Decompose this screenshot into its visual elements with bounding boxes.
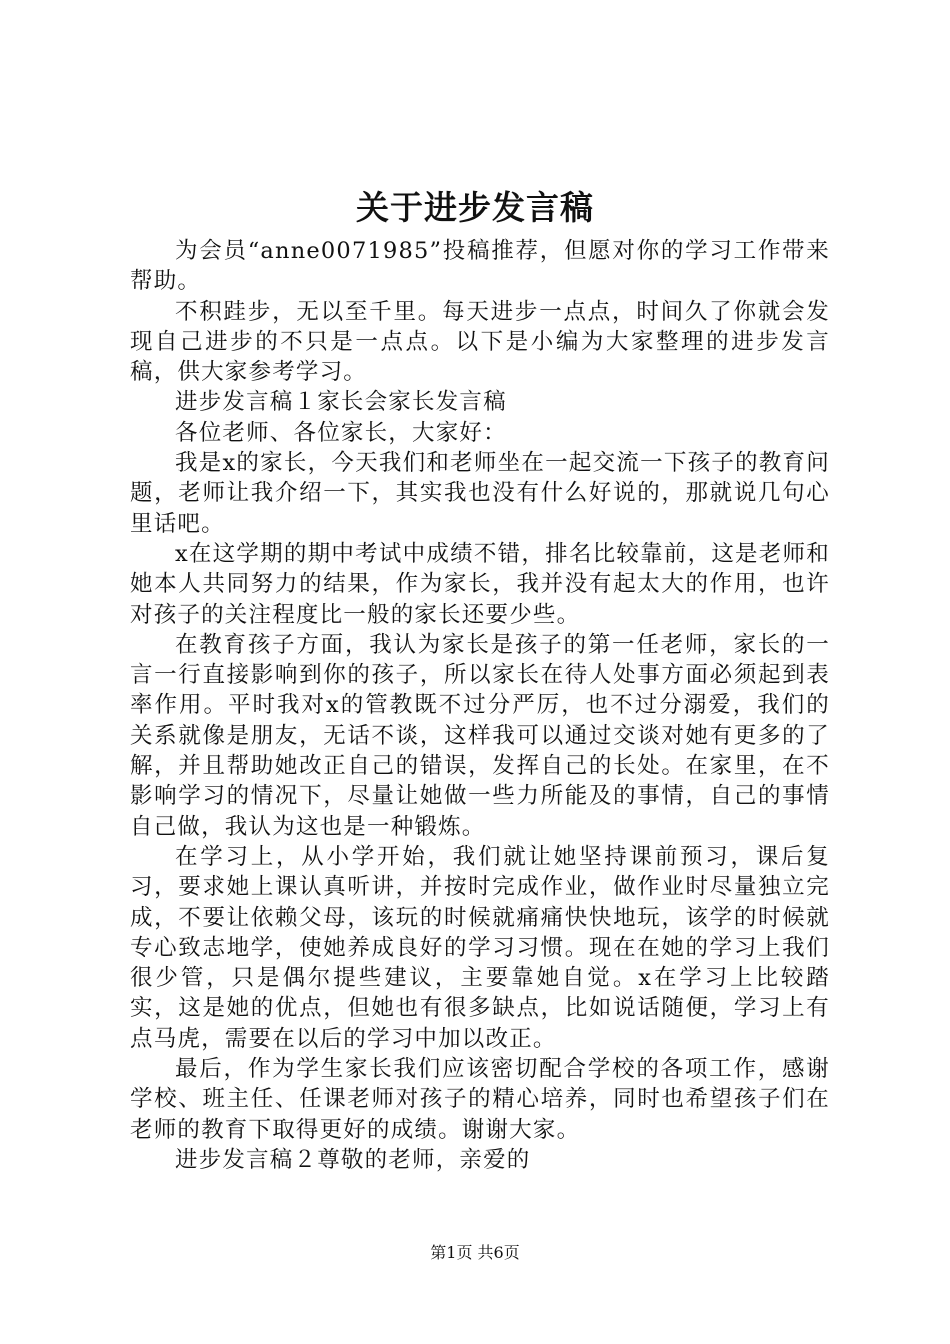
paragraph-greeting: 各位老师、各位家长，大家好： xyxy=(175,419,507,446)
section-heading-1: 进步发言稿１家长会家长发言稿 xyxy=(175,389,507,416)
paragraph-education: 在教育孩子方面，我认为家长是孩子的第一任老师，家长的一言一行直接影响到你的孩子，所以家长在待人处事方面必须起到表率作用。平时我对x的管教既不过分严厉，也不过分溺爱，我们的关系就像是朋友，无话不谈，这样我可以通过交谈对她有更多的了解，并且帮助她改正自己的错误，发挥自己的长处。在家里，在不影响学习的情况下，尽量让她做一些力所能及的事情，自己的事情自己做，我认为这也是一种锻炼。 xyxy=(130,631,830,840)
paragraph-self-intro: 我是x的家长，今天我们和老师坐在一起交流一下孩子的教育问题，老师让我介绍一下，其实我也没有什么好说的，那就说几句心里话吧。 xyxy=(130,450,830,537)
section-heading-2: 进步发言稿２尊敬的老师，亲爱的 xyxy=(175,1146,531,1173)
paragraph-intro: 为会员“anne0071985”投稿推荐，但愿对你的学习工作带来帮助。 xyxy=(130,238,830,295)
document-body xyxy=(130,236,830,1175)
page-footer: 第1页 共6页 xyxy=(430,1243,520,1262)
document-title: 关于进步发言稿 xyxy=(356,188,594,227)
paragraph-closing: 最后，作为学生家长我们应该密切配合学校的各项工作，感谢学校、班主任、任课老师对孩子的精心培养，同时也希望孩子们在老师的教育下取得更好的成绩。谢谢大家。 xyxy=(130,1056,830,1143)
paragraph-preface: 不积跬步，无以至千里。每天进步一点点，时间久了你就会发现自己进步的不只是一点点。以下是小编为大家整理的进步发言稿，供大家参考学习。 xyxy=(130,298,830,386)
paragraph-study: 在学习上，从小学开始，我们就让她坚持课前预习，课后复习，要求她上课认真听讲，并按时完成作业，做作业时尽量独立完成，不要让依赖父母，该玩的时候就痛痛快快地玩，该学的时候就专心致志地学，使她养成良好的学习习惯。现在在她的学习上我们很少管，只是偶尔提些建议，主要靠她自觉。x在学习上比较踏实，这是她的优点，但她也有很多缺点，比如说话随便，学习上有点马虎，需要在以后的学习中加以改正。 xyxy=(130,843,830,1052)
paragraph-exam-result: x在这学期的期中考试中成绩不错，排名比较靠前，这是老师和她本人共同努力的结果，作为家长，我并没有起太大的作用，也许对孩子的关注程度比一般的家长还要少些。 xyxy=(130,540,830,628)
